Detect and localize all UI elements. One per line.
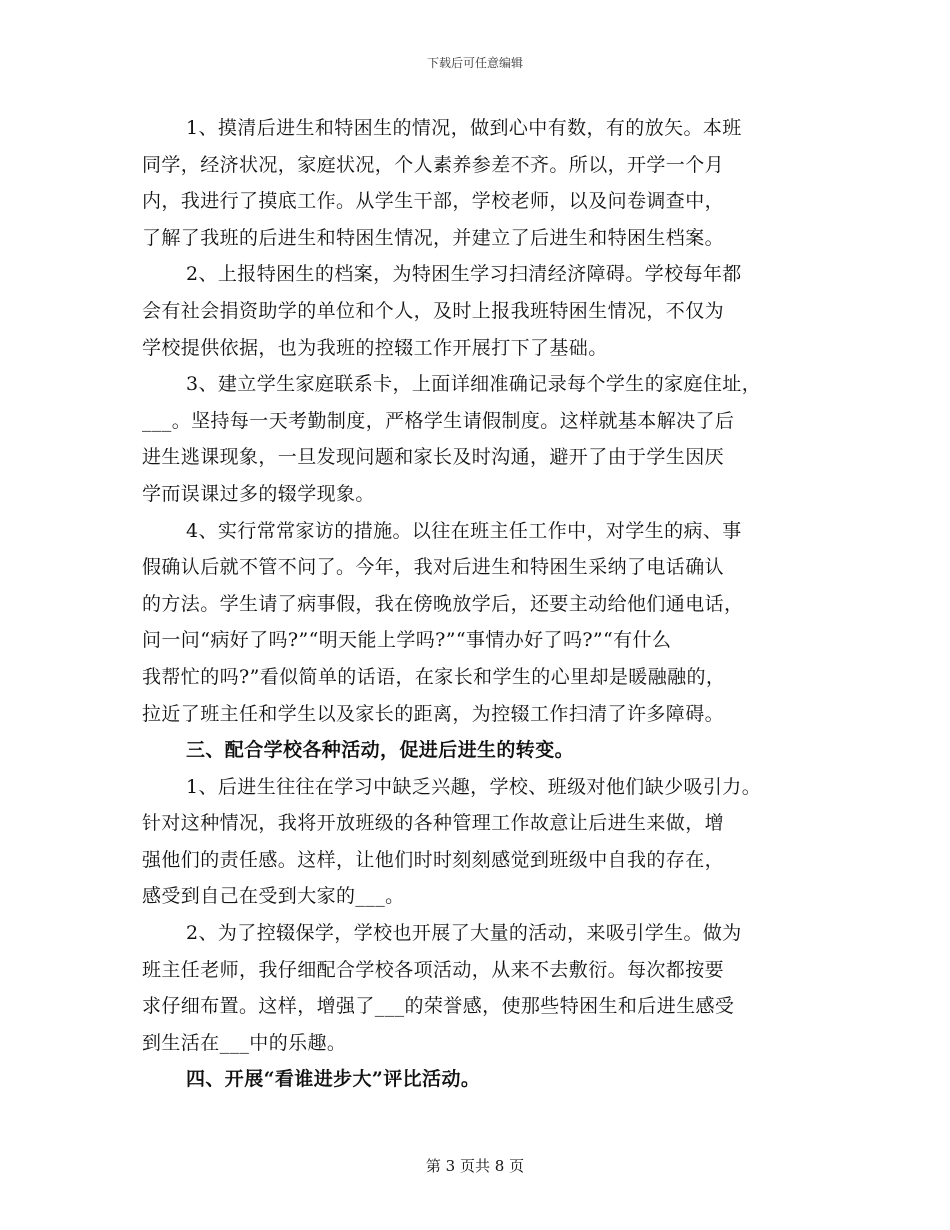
- paragraph-line: 感受到自己在受到大家的___。: [142, 885, 405, 908]
- paragraph-line: 1、后进生往往在学习中缺乏兴趣，学校、班级对他们缺少吸引力。: [186, 775, 762, 798]
- paragraph-line: 求仔细布置。这样，增强了___的荣誉感，使那些特困生和后进生感受: [142, 995, 735, 1018]
- page-footer: 第 3 页共 8 页: [425, 1157, 525, 1175]
- paragraph-line: 假确认后就不管不问了。今年，我对后进生和特困生采纳了电话确认: [142, 556, 725, 579]
- paragraph-line: 问一问“病好了吗?”“明天能上学吗?”“事情办好了吗?”“有什么: [142, 629, 672, 652]
- paragraph-line: 针对这种情况，我将开放班级的各种管理工作故意让后进生来做，增: [142, 812, 725, 835]
- paragraph-line: 进生逃课现象，一旦发现问题和家长及时沟通，避开了由于学生因厌: [142, 446, 725, 469]
- paragraph-line: 3、建立学生家庭联系卡，上面详细准确记录每个学生的家庭住址，: [186, 373, 762, 396]
- paragraph-line: ___。坚持每一天考勤制度，严格学生请假制度。这样就基本解决了后: [142, 409, 735, 432]
- paragraph-line: 的方法。学生请了病事假，我在傍晚放学后，还要主动给他们通电话，: [142, 592, 744, 615]
- paragraph-line: 到生活在___中的乐趣。: [142, 1031, 347, 1054]
- page-header: 下载后可任意编辑: [426, 56, 523, 70]
- section-heading: 四、开展“看谁进步大”评比活动。: [186, 1068, 481, 1091]
- paragraph-line: 班主任老师，我仔细配合学校各项活动，从来不去敷衍。每次都按要: [142, 958, 725, 981]
- paragraph-line: 会有社会捐资助学的单位和个人，及时上报我班特困生情况，不仅为: [142, 299, 725, 322]
- document-body: [142, 110, 822, 1098]
- paragraph-line: 内，我进行了摸底工作。从学生干部，学校老师，以及问卷调查中，: [142, 190, 725, 213]
- paragraph-line: 学校提供依据，也为我班的控辍工作开展打下了基础。: [142, 336, 608, 359]
- paragraph-line: 2、上报特困生的档案，为特困生学习扫清经济障碍。学校每年都: [186, 263, 742, 286]
- section-heading: 三、配合学校各种活动，促进后进生的转变。: [186, 739, 575, 762]
- paragraph-line: 我帮忙的吗?”看似简单的话语，在家长和学生的心里却是暖融融的，: [142, 665, 726, 688]
- paragraph-line: 4、实行常常家访的措施。以往在班主任工作中，对学生的病、事: [186, 519, 742, 542]
- paragraph-line: 2、为了控辍保学，学校也开展了大量的活动，来吸引学生。做为: [186, 922, 742, 945]
- paragraph-line: 学而误课过多的辍学现象。: [142, 482, 375, 505]
- paragraph-line: 1、摸清后进生和特困生的情况，做到心中有数，有的放矢。本班: [186, 117, 742, 139]
- paragraph-line: 了解了我班的后进生和特困生情况，并建立了后进生和特困生档案。: [142, 226, 725, 249]
- paragraph-line: 拉近了班主任和学生以及家长的距离，为控辍工作扫清了许多障碍。: [142, 702, 725, 725]
- paragraph-line: 强他们的责任感。这样，让他们时时刻刻感觉到班级中自我的存在，: [142, 848, 725, 871]
- paragraph-line: 同学，经济状况，家庭状况，个人素养参差不齐。所以，开学一个月: [142, 153, 725, 176]
